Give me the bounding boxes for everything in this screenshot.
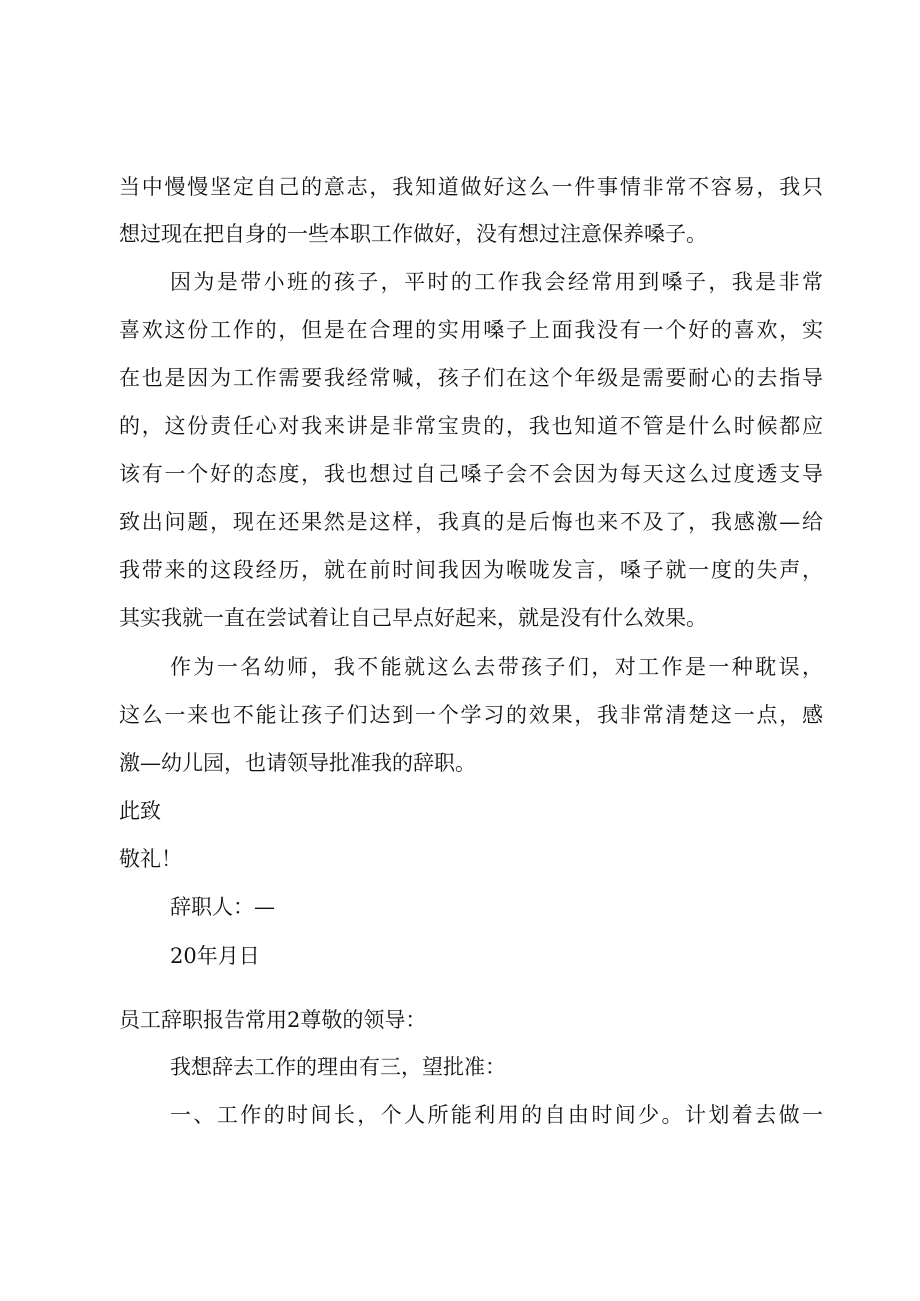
- paragraph-first-line: 因为是带小班的孩子，平时的工作我会经常用到嗓子，我是非常: [170, 270, 823, 294]
- paragraph-first-line: 我想辞去工作的理由有三，望批准：: [170, 1055, 506, 1079]
- signature-line: 辞职人：—: [170, 895, 275, 919]
- section-heading: 员工辞职报告常用2尊敬的领导：: [119, 1008, 427, 1032]
- paragraph-first-line: 作为一名幼师，我不能就这么去带孩子们，对工作是一种耽误，: [170, 655, 823, 679]
- text-line: 激—幼儿园，也请领导批准我的辞职。: [119, 751, 476, 775]
- date-line: 20年月日: [170, 944, 260, 968]
- paragraph-first-line: 一、工作的时间长，个人所能利用的自由时间少。计划着去做一: [170, 1103, 823, 1127]
- closing-regards: 敬礼！: [119, 847, 182, 871]
- text-line: 这么一来也不能让孩子们达到一个学习的效果，我非常清楚这一点，感: [119, 703, 823, 727]
- text-line: 致出问题，现在还果然是这样，我真的是后悔也来不及了，我感激—给: [119, 510, 823, 534]
- text-line: 的，这份责任心对我来讲是非常宝贵的，我也知道不管是什么时候都应: [119, 414, 823, 438]
- closing-salutation: 此致: [119, 799, 161, 823]
- text-line: 当中慢慢坚定自己的意志，我知道做好这么一件事情非常不容易，我只: [119, 175, 823, 199]
- text-line: 喜欢这份工作的，但是在合理的实用嗓子上面我没有一个好的喜欢，实: [119, 318, 823, 342]
- text-line: 该有一个好的态度，我也想过自己嗓子会不会因为每天这么过度透支导: [119, 462, 823, 486]
- text-line: 想过现在把自身的一些本职工作做好，没有想过注意保养嗓子。: [119, 222, 707, 246]
- text-line: 我带来的这段经历，就在前时间我因为喉咙发言，嗓子就一度的失声，: [119, 558, 823, 582]
- text-line: 在也是因为工作需要我经常喊，孩子们在这个年级是需要耐心的去指导: [119, 366, 823, 390]
- text-line: 其实我就一直在尝试着让自己早点好起来，就是没有什么效果。: [119, 606, 707, 630]
